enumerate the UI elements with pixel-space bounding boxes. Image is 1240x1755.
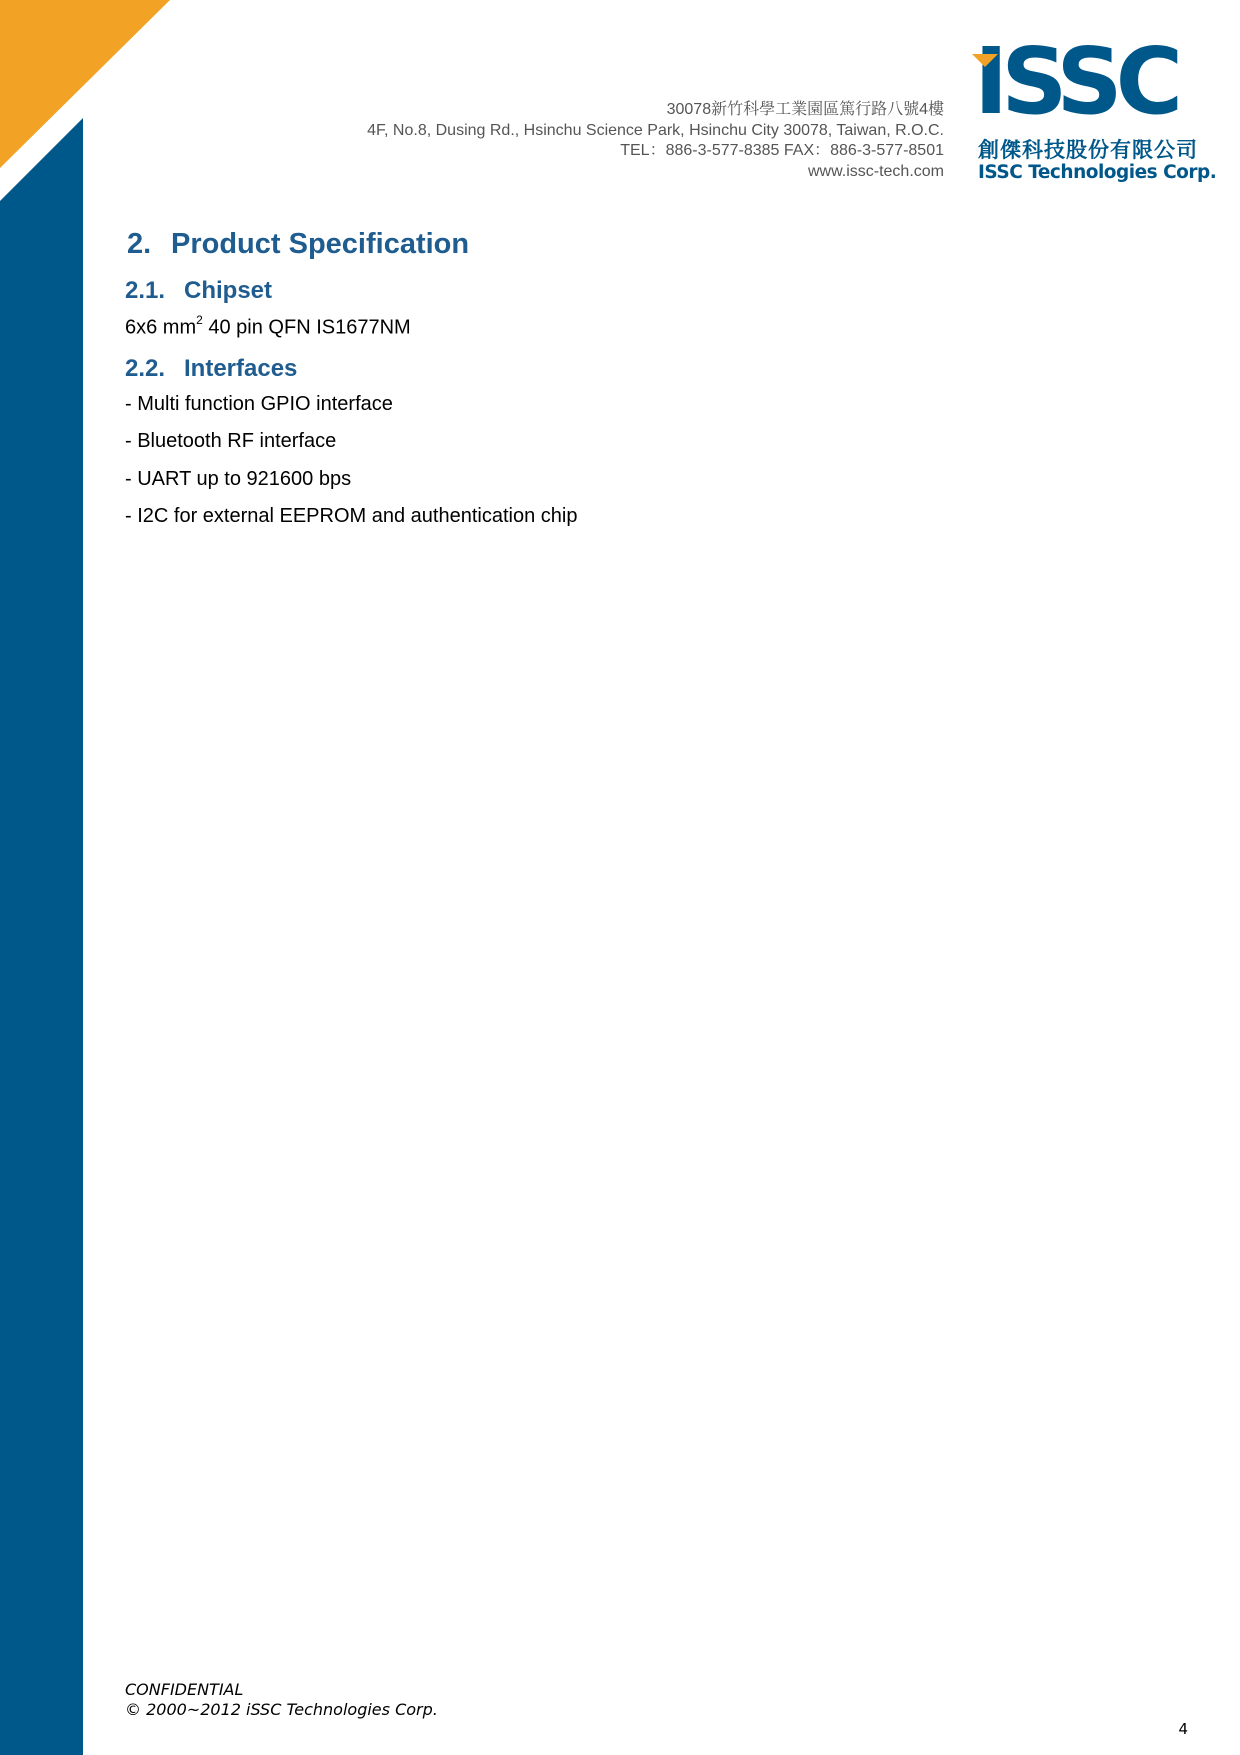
address-english: 4F, No.8, Dusing Rd., Hsinchu Science Park, Hsinchu City 30078, Taiwan, R.O.C. <box>367 121 944 139</box>
chipset-text-b: 40 pin QFN IS1677NM <box>202 316 411 339</box>
corner-orange-shape <box>0 0 170 168</box>
page-number: 4 <box>1178 1720 1188 1738</box>
document-body <box>125 228 1125 543</box>
logo-english-name: ISSC Technologies Corp. <box>978 162 1217 183</box>
company-address-block <box>367 100 944 182</box>
company-website: www.issc-tech.com <box>807 162 944 180</box>
chipset-description <box>125 315 1125 340</box>
confidential-label: CONFIDENTIAL <box>125 1680 244 1699</box>
interfaces-number: 2.2. <box>125 354 166 382</box>
chipset-text-a: 6x6 mm <box>125 316 197 339</box>
left-blue-band <box>0 118 83 1755</box>
interfaces-title: Interfaces <box>184 354 298 382</box>
chipset-heading <box>125 277 1125 305</box>
list-item: - Bluetooth RF interface <box>125 430 337 453</box>
list-item: - UART up to 921600 bps <box>125 467 352 490</box>
logo-wordmark: ISSC <box>974 28 1177 135</box>
section-heading <box>127 228 1125 261</box>
list-item: - I2C for external EEPROM and authentication chip <box>125 505 578 528</box>
chipset-title: Chipset <box>184 277 273 304</box>
copyright-notice: © 2000~2012 iSSC Technologies Corp. <box>125 1700 438 1719</box>
logo-chinese-name: 創傑科技股份有限公司 <box>978 138 1198 162</box>
chipset-number: 2.1. <box>125 277 166 304</box>
chipset-superscript: 2 <box>196 313 203 327</box>
contact-phone-fax: TEL：886-3-577-8385 FAX：886-3-577-8501 <box>620 142 944 159</box>
issc-logo <box>972 28 1217 187</box>
interfaces-heading <box>125 355 1125 383</box>
interfaces-list <box>125 393 1125 529</box>
section-title: Product Specification <box>171 228 470 260</box>
section-number: 2. <box>127 228 152 260</box>
list-item: - Multi function GPIO interface <box>125 392 393 415</box>
address-chinese: 30078新竹科學工業園區篤行路八號4樓 <box>666 101 944 118</box>
logo-triangle-icon <box>972 54 998 67</box>
footer <box>125 1680 438 1720</box>
